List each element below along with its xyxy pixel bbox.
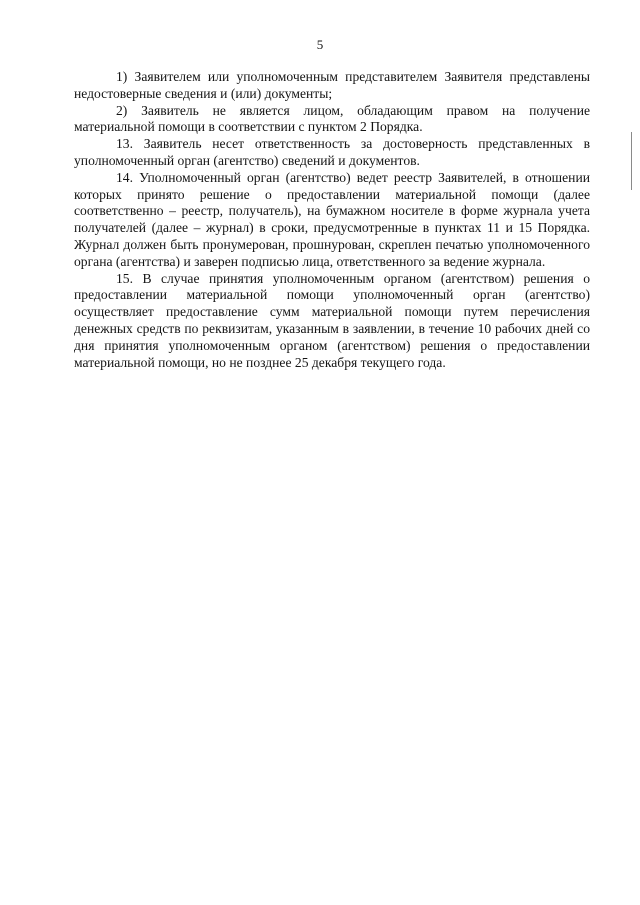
document-body <box>74 69 590 371</box>
paragraph-14: 14. Уполномоченный орган (агентство) ведет реестр Заявителей, в отношении которых принято решение о предоставлении материальной помощи (далее соответственно – реестр, получатель), на бумажном носителе в форме журнала учета получателей (далее – журнал) в сроки, предусмотренные в пунктах 11 и 15 Порядка. Журнал должен быть пронумерован, прошнурован, скреплен печатью уполномоченного органа (агентства) и заверен подписью лица, ответственного за ведение журнала. <box>74 169 590 269</box>
page-number: 5 <box>316 37 324 52</box>
paragraph-15: 15. В случае принятия уполномоченным органом (агентством) решения о предоставлении материальной помощи уполномоченный орган (агентство) осуществляет предоставление сумм материальной помощи путем перечисления денежных средств по реквизитам, указанным в заявлении, в течение 10 рабочих дней со дня принятия уполномоченным органом (агентством) решения о предоставлении материальной помощи, но не позднее 25 декабря текущего года. <box>74 270 590 370</box>
paragraph-13: 13. Заявитель несет ответственность за достоверность представленных в уполномоченный орган (агентство) сведений и документов. <box>74 136 590 168</box>
scan-edge-mark <box>631 132 632 190</box>
paragraph-item-2: 2) Заявитель не является лицом, обладающим правом на получение материальной помощи в соответствии с пунктом 2 Порядка. <box>74 102 590 135</box>
paragraph-item-1: 1) Заявителем или уполномоченным представителем Заявителя представлены недостоверные сведения и (или) документы; <box>74 69 590 101</box>
